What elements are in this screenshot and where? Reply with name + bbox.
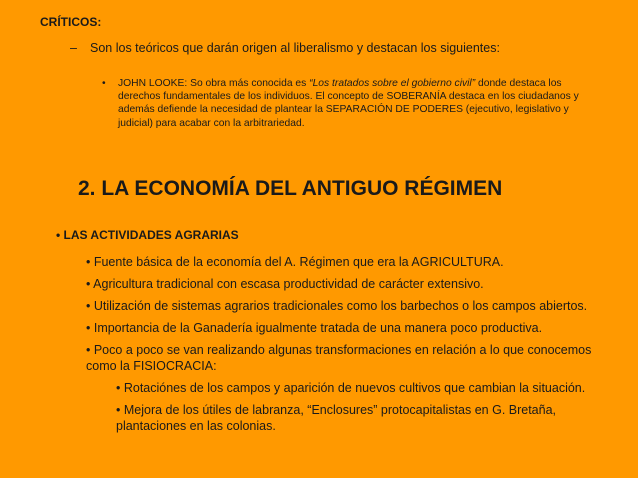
list-item: • Importancia de la Ganadería igualmente tratada de una manera poco productiva. (86, 321, 543, 335)
list-item: • Agricultura tradicional con escasa productividad de carácter extensivo. (86, 277, 484, 291)
sub-list-item: • Mejora de los útiles de labranza, “Enclosures” protocapitalistas en G. Bretaña, plantaciones en las colonias. (116, 403, 557, 433)
locke-work-title: “Los tratados sobre el gobierno civil” (309, 78, 476, 89)
activities-heading: • LAS ACTIVIDADES AGRARIAS (56, 228, 239, 242)
locke-text-before: JOHN LOOKE: So obra más conocida es (118, 78, 310, 89)
criticos-intro (70, 41, 610, 55)
dash-marker: – (70, 41, 77, 55)
list-item: • Fuente básica de la economía del A. Régimen que era la AGRICULTURA. (86, 255, 504, 269)
sub-list-item: • Rotaciónes de los campos y aparición de nuevos cultivos que cambian la situación. (116, 381, 586, 395)
criticos-heading: CRÍTICOS: (40, 15, 102, 29)
locke-text (118, 77, 602, 130)
section-title: 2. LA ECONOMÍA DEL ANTIGUO RÉGIMEN (78, 177, 503, 200)
list-item: • Utilización de sistemas agrarios tradicionales como los barbechos o los campos abiertos. (86, 299, 588, 313)
locke-text-after: donde destaca los derechos fundamentales de los individuos. El concepto de SOBERANÍA destaca en los ciudadanos y además defiende la necesidad de plantear la SEPARACIÓN DE PODERES (ejecutivo, legislativo y judicial) para acabar con la arbitrariedad. (118, 78, 579, 129)
criticos-intro-text: Son los teóricos que darán origen al liberalismo y destacan los siguientes: (90, 41, 500, 55)
list-item: • Poco a poco se van realizando algunas transformaciones en relación a lo que conocemos como la FISIOCRACIA: (86, 343, 592, 373)
locke-paragraph (102, 77, 602, 130)
bullet-marker: • (102, 78, 106, 89)
